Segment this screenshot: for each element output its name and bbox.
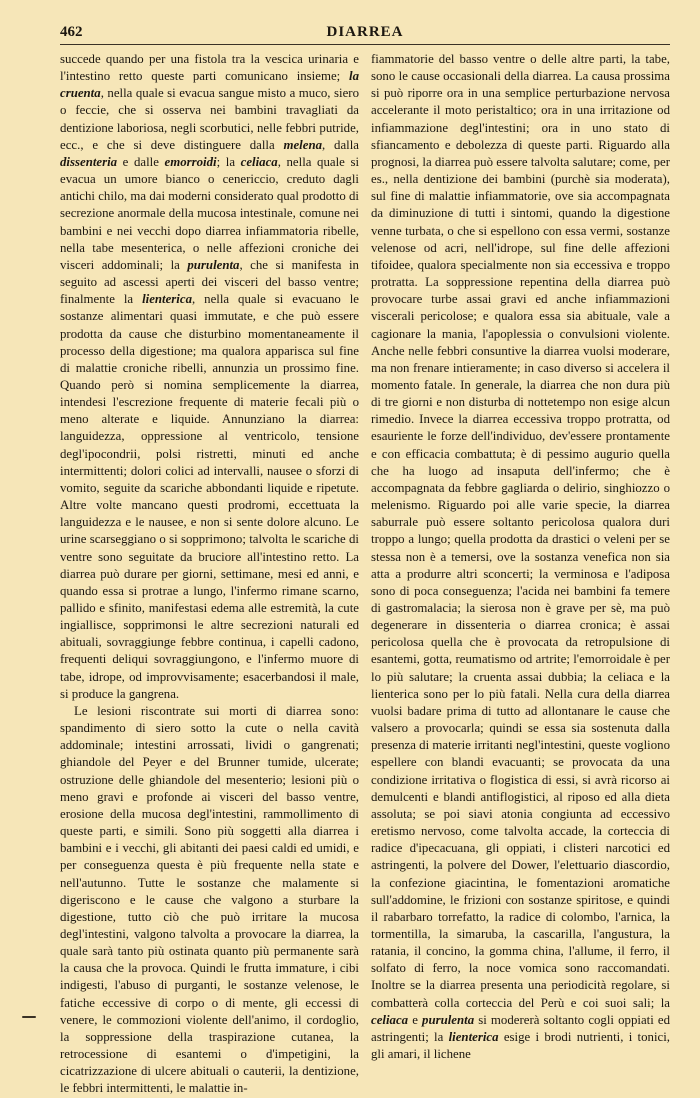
right-column: [371, 51, 671, 1062]
page-header: [60, 22, 670, 45]
right-paragraph-1: fiammatorie del basso ventre o delle altre parti, la tabe, sono le cause occasionali della diarrea. La causa prossima si può riporre ora in una semplice perturbazione nervosa accelerante il moto peristaltico; ora in una irritazione od infiammazione degl'intestini; ora in uno stato di sfiancamento e debolezza di queste parti. Riguardo alla prognosi, la diarrea può essere talvolta salutare; come, per es., nella dentizione dei bambini (purchè sia moderata), sul fine di malattie infiammatorie, ove sia accompagnata da diminuzione di tutti i sintomi, quando la digestione venne turbata, o che si espellono con essa vermi, sostanze velenose od acri, nell'idrope, sul fine delle affezioni tifoidee, qualora specialmente non sia eccessiva e troppo protratta. La soppressione repentina della diarrea può provocare turbe assai gravi ed anche infiammazioni viscerali pericolose; e qualora essa sia abituale, vale a cagionare la mania, l'apoplessia o convulsioni violente. Anche nelle febbri consuntive la diarrea vuolsi moderare, ma non frenare intieramente; in caso diverso si accelera il momento fatale. In generale, la diarrea che non dura più di tre giorni e non disturba di nottetempo non esige alcun rimedio. Invece la diarrea eccessiva troppo protratta, od esauriente le forze dell'individuo, dev'essere prontamente e con efficacia combattuta; è di pessimo augurio quella che ha luogo ad insaputa dell'infermo; che è accompagnata da febbre gagliarda o delirio, singhiozzo o melenismo. Riguardo poi alle varie specie, la diarrea saburrale può essere soltanto pericolosa qualora duri troppo a lungo; quella prodotta da drastici o veleni per se stessa non è a temersi, ove la sostanza venefica non sia atta a produrre altri sconcerti; la verminosa e l'adiposa sono di poca conseguenza; l'acida nei bambini fa temere di gastromalacia; la sierosa non è grave per sè, ma può degenerare in dissenteria o diarrea cronica; è assai pericolosa quella che è provocata da retropulsione di esantemi, gotta, reumatismo od artrite; l'emorroidale è per lo più salutare; la cruenta assai dubbia; la celiaca e la lienterica sono per lo più fatali. Nella cura della diarrea vuolsi badare prima di tutto ad allontanare le cause che valsero a provocarla; quindi se essa sia sostenuta dalla presenza di materie irritanti negl'intestini, queste vogliono espellere con blandi evacuanti; se provocata da una condizione irritativa o flogistica di essi, si avrà ricorso ai demulcenti e blandi antiflogistici, al riposo ed alla dieta assoluta; se poi siavi atonia congiunta ad eccessivo eretismo nervoso, come talvolta accade, la corteccia di radice d'ipecacuana, gli oppiati, i clisteri narcotici ed astringenti, la polvere del Dower, l'elettuario diascordio, la confezione giacintina, le fomentazioni aromatiche sull'addomine, le frizioni con sostanze spiritose, e quindi il rabarbaro torrefatto, la radice di colombo, l'arnica, la tormentilla, la simaruba, la cascarilla, l'angustura, la ratania, il concino, la gomma china, l'allume, il ferro, il solfato di ferro, la noce vomica sono raccomandati. Inoltre se la diarrea presenta una periodicità regolare, si combatterà colla corteccia del Perù e coi suoi sali; la celiaca e purulenta si modererà soltanto cogli oppiati ed astringenti; la lienterica esige i brodi nutrienti, i tonici, gli amari, il lichene: [371, 52, 671, 1062]
left-paragraph-2: Le lesioni riscontrate sui morti di diarrea sono: spandimento di siero sotto la cute o nella cavità addominale; intestini arrossati, lividi o gangrenati; ghiandole del Peyer e del Brunner tumide, ulcerate; ostruzione delle ghiandole del mesenterio; lesioni più o meno gravi e profonde ai visceri del basso ventre, erosione della mucosa degl'intestini, rammollimento di queste parti, e simili. Sono più soggetti alla diarrea i bambini e i vecchi, gli abitanti dei paesi caldi ed umidi, e per conseguenza questa è più frequente nella state e nell'autunno. Tutte le sostanze che malamente si digeriscono e le cause che valgono a sturbare la digestione, tutto ciò che può irritare la mucosa degl'intestini, valgono talvolta a provocare la diarrea, la quale sarà tanto più ostinata quanto più permanente sarà la causa che la provoca. Quindi le frutta immature, i cibi indigesti, l'abuso di purganti, le sostanze velenose, le fatiche eccessive di corpo o di mente, gli eccessi di venere, le commozioni violente dell'animo, il cordoglio, la soppressione della traspirazione cutanea, la retrocessione di esantemi o d'impetigini, la cicatrizzazione di ulcere abituali o cauterii, la dentizione, le febbri intermittenti, le malattie in-: [60, 703, 359, 1096]
page-number: 462: [60, 24, 83, 40]
margin-mark: [22, 1016, 36, 1018]
running-head: DIARREA: [326, 24, 404, 40]
text-columns: [60, 51, 671, 1096]
left-column: [60, 51, 360, 1096]
left-paragraph-1: succede quando per una fistola tra la vescica urinaria e l'intestino retto queste parti comunicano insieme; la cruenta, nella quale si evacua sangue misto a muco, siero o feccie, che si osserva nei bambini travagliati da dentizione laboriosa, negli scorbutici, nelle febbri putride, ecc., e che si deve distinguere dalla melena, dalla dissenteria e dalle emorroidi; la celiaca, nella quale si evacua un umore bianco o cenericcio, creduto dagli antichi chilo, ma dai moderni considerato qual prodotto di secrezione anormale della mucosa intestinale, comune nei bambini e nei vecchi dopo diarrea infiammatoria ribelle, nella tabe mesenterica, o nelle affezioni croniche dei visceri addominali; la purulenta, che si manifesta in seguito ad ascessi aperti dei visceri del basso ventre; finalmente la lienterica, nella quale si evacuano le sostanze alimentari quasi immutate, e che può essere prodotta da cause che disturbino momentaneamente il processo della digestione; ma qualora apparisca sul fine di malattie croniche ribelli, annunzia un prossimo fine. Quando però si nomina semplicemente la diarrea, intendesi l'escrezione frequente di materie fecali più o meno alterate e liquide. Annunziano la diarrea: languidezza, oppressione al ventricolo, tensione degl'ipocondrii, polsi ristretti, minuti ed anche intermittenti; dolori colici ad intervalli, nausee o sforzi di vomito, seguite da scariche abbondanti liquide e ripetute. Altre volte mancano questi prodromi, eccettuata la languidezza e le nausee, e non si sente dolore alcuno. Le urine scarseggiano o si sopprimono; talvolta le scariche di ventre sono seguitate da bruciore all'intestino retto. La diarrea può durare per giorni, settimane, mesi ed anni, e quando essa si protrae a lungo, l'infermo rimane scarno, pallido e sfinito, manifestasi edema alle estremità, la cute ingiallisce, sopprimonsi le altre secrezioni naturali ed abituali, sovraggiunge febbre continua, i capelli cadono, frequenti deliqui sovraggiungono, e l'infermo muore di tabe, idrope, od improvvisamente; esacerbandosi il male, si produce la gangrena.: [60, 52, 360, 701]
